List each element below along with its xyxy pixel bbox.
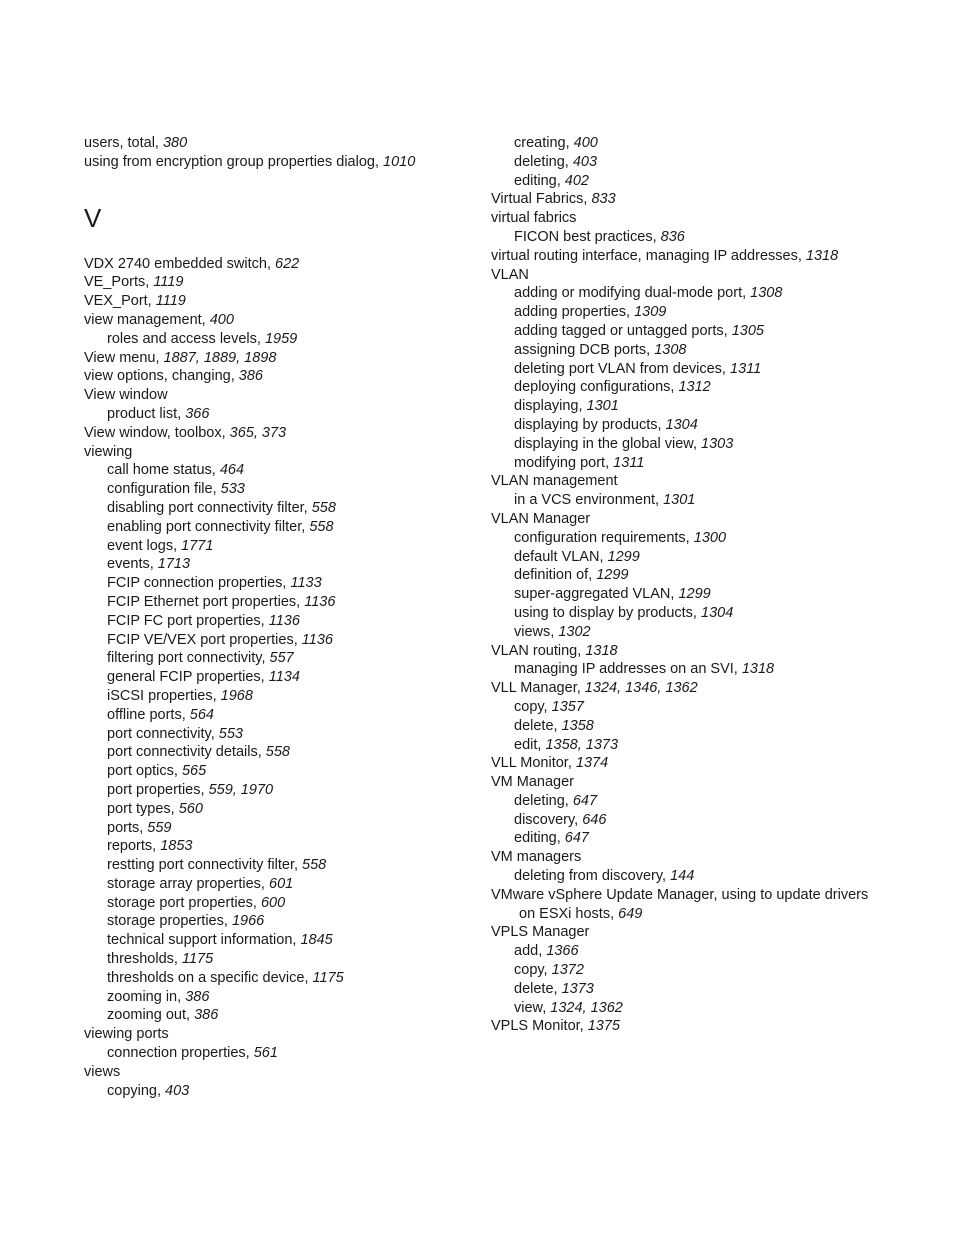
entry-term: virtual routing interface, managing IP addresses, — [491, 247, 802, 264]
index-subentry — [84, 743, 474, 762]
entry-term: adding properties, — [514, 304, 631, 321]
page-reference[interactable]: 386 — [194, 1007, 219, 1024]
entry-term: storage array properties, — [107, 875, 265, 892]
page-reference[interactable]: 564 — [189, 706, 214, 723]
page-reference[interactable]: 1372 — [551, 962, 584, 979]
entry-term: port connectivity details, — [107, 744, 262, 761]
index-subentry — [491, 585, 931, 604]
index-subentry — [84, 875, 474, 894]
index-entry — [491, 886, 931, 924]
index-entry — [84, 153, 474, 172]
entry-term: modifying port, — [514, 454, 610, 471]
index-subentry — [491, 604, 931, 623]
page-reference[interactable]: 1311 — [613, 454, 645, 471]
entry-term: views — [84, 1063, 121, 1080]
entry-term: connection properties, — [107, 1045, 250, 1062]
page-reference[interactable]: 1318 — [741, 661, 775, 678]
index-subentry — [491, 529, 931, 548]
index-subentry — [84, 969, 474, 988]
index-subentry — [84, 631, 474, 650]
entry-term: configuration file, — [107, 481, 217, 498]
index-entry — [84, 311, 474, 330]
index-entry — [84, 273, 474, 292]
page-reference[interactable]: 1887, 1889, 1898 — [163, 349, 277, 366]
page-reference[interactable]: 1304 — [665, 416, 698, 433]
index-entry — [84, 255, 474, 274]
entry-term: Virtual Fabrics, — [491, 191, 588, 208]
index-entry — [491, 923, 931, 942]
index-subentry — [84, 612, 474, 631]
entry-term: editing, — [514, 172, 561, 189]
index-entry — [491, 209, 931, 228]
index-subentry — [491, 134, 931, 153]
page-reference[interactable]: 559 — [147, 819, 172, 836]
index-entry — [491, 190, 931, 209]
page-reference[interactable]: 365, 373 — [229, 424, 287, 441]
index-subentry — [491, 942, 931, 961]
index-subentry — [84, 480, 474, 499]
index-subentry — [84, 912, 474, 931]
entry-term: deleting, — [514, 792, 569, 809]
index-subentry — [491, 961, 931, 980]
page-reference[interactable]: 386 — [185, 988, 210, 1005]
entry-term: using to display by products, — [514, 604, 697, 621]
page-reference[interactable]: 1134 — [268, 669, 300, 686]
page-reference[interactable]: 1845 — [300, 932, 333, 949]
entry-term: port types, — [107, 800, 175, 817]
index-subentry — [491, 660, 931, 679]
page-reference[interactable]: 1136 — [301, 631, 333, 648]
entry-term: VPLS Manager — [491, 924, 590, 941]
entry-term: zooming in, — [107, 988, 182, 1005]
page-reference[interactable]: 1301 — [663, 492, 696, 509]
page-reference[interactable]: 558 — [265, 744, 290, 761]
index-subentry — [491, 623, 931, 642]
index-entry — [84, 386, 474, 405]
index-subentry — [491, 736, 931, 755]
entry-term: thresholds, — [107, 951, 178, 968]
entry-term: deleting, — [514, 153, 569, 170]
page-reference[interactable]: 1375 — [587, 1018, 620, 1035]
entry-term: virtual fabrics — [491, 210, 577, 227]
index-subentry — [84, 837, 474, 856]
entry-term: reports, — [107, 838, 157, 855]
entry-term: roles and access levels, — [107, 330, 261, 347]
index-entry — [491, 642, 931, 661]
index-entry — [491, 754, 931, 773]
entry-term: views, — [514, 623, 555, 640]
page-reference[interactable]: 836 — [660, 228, 685, 245]
entry-term: viewing ports — [84, 1026, 169, 1043]
entry-term: assigning DCB ports, — [514, 341, 651, 358]
page-reference[interactable]: 1308 — [654, 341, 687, 358]
entry-term: discovery, — [514, 811, 579, 828]
entry-term: disabling port connectivity filter, — [107, 499, 308, 516]
page-reference[interactable]: 366 — [185, 405, 210, 422]
index-subentry — [84, 330, 474, 349]
index-entry — [491, 1017, 931, 1036]
page-reference[interactable]: 557 — [269, 650, 294, 667]
index-entry — [491, 679, 931, 698]
entry-term: FICON best practices, — [514, 228, 657, 245]
index-entry — [84, 1025, 474, 1044]
index-subentry — [84, 537, 474, 556]
index-subentry — [84, 988, 474, 1007]
index-subentry — [491, 228, 931, 247]
index-subentry — [84, 1044, 474, 1063]
index-entry — [491, 247, 931, 266]
index-entry — [84, 1063, 474, 1082]
page-reference[interactable]: 144 — [670, 868, 695, 885]
page-reference[interactable]: 647 — [564, 830, 589, 847]
page-reference[interactable]: 560 — [178, 800, 203, 817]
index-subentry — [491, 698, 931, 717]
entry-term: events, — [107, 556, 154, 573]
entry-term: port connectivity, — [107, 725, 215, 742]
index-entry — [491, 510, 931, 529]
entry-term: deploying configurations, — [514, 379, 675, 396]
page-reference[interactable]: 1312 — [678, 379, 711, 396]
entry-term: in a VCS environment, — [514, 492, 660, 509]
page-reference[interactable]: 1311 — [730, 360, 762, 377]
entry-term: ports, — [107, 819, 144, 836]
entry-term: general FCIP properties, — [107, 669, 265, 686]
index-entry — [84, 443, 474, 462]
index-subentry — [491, 717, 931, 736]
entry-term: View window, toolbox, — [84, 424, 226, 441]
entry-term: super-aggregated VLAN, — [514, 586, 675, 603]
index-subentry — [84, 762, 474, 781]
entry-term: copy, — [514, 962, 548, 979]
page-reference[interactable]: 1301 — [586, 398, 619, 415]
page-reference[interactable]: 1358 — [561, 717, 594, 734]
page-reference[interactable]: 558 — [309, 518, 334, 535]
entry-term: VE_Ports, — [84, 274, 150, 291]
index-column-left — [84, 134, 474, 1100]
page-reference[interactable]: 1010 — [383, 153, 416, 170]
entry-term: event logs, — [107, 537, 178, 554]
page-reference[interactable]: 1119 — [155, 293, 186, 310]
entry-term: deleting from discovery, — [514, 868, 667, 885]
index-entry — [491, 848, 931, 867]
entry-term: zooming out, — [107, 1007, 191, 1024]
entry-term: View window — [84, 387, 168, 404]
entry-term: restting port connectivity filter, — [107, 857, 298, 874]
page-reference[interactable]: 1308 — [750, 285, 783, 302]
entry-term: FCIP connection properties, — [107, 575, 287, 592]
entry-term: editing, — [514, 830, 561, 847]
entry-term: viewing — [84, 443, 133, 460]
entry-term: edit, — [514, 736, 542, 753]
entry-term: product list, — [107, 405, 182, 422]
index-entry — [491, 472, 931, 491]
page-reference[interactable]: 553 — [218, 725, 243, 742]
index-subentry — [491, 360, 931, 379]
index-subentry — [84, 649, 474, 668]
index-subentry — [84, 518, 474, 537]
page-reference[interactable]: 380 — [162, 135, 188, 151]
entry-term: View menu, — [84, 349, 160, 366]
page-reference[interactable]: 1959 — [264, 330, 298, 347]
entry-term: deleting port VLAN from devices, — [514, 360, 726, 377]
entry-term: adding tagged or untagged ports, — [514, 322, 728, 339]
entry-term: VM Manager — [491, 774, 575, 791]
index-subentry — [84, 1006, 474, 1025]
entry-term: displaying, — [514, 398, 583, 415]
entry-term: VPLS Monitor, — [491, 1018, 584, 1035]
page-reference[interactable]: 1324, 1346, 1362 — [584, 680, 698, 697]
entry-term: port properties, — [107, 781, 205, 798]
index-subentry — [491, 435, 931, 454]
entry-term: offline ports, — [107, 706, 186, 723]
entry-term: FCIP VE/VEX port properties, — [107, 631, 298, 648]
page-reference[interactable]: 1358, 1373 — [545, 736, 619, 753]
page-reference[interactable]: 1175 — [312, 969, 344, 986]
entry-term-continuation — [491, 905, 931, 924]
entry-term: configuration requirements, — [514, 529, 690, 546]
index-subentry — [84, 800, 474, 819]
page-reference[interactable]: 558 — [311, 499, 336, 516]
entry-term-cont-text: on ESXi hosts, — [519, 905, 615, 922]
page-reference[interactable]: 1318 — [805, 247, 839, 264]
page-reference[interactable]: 1133 — [290, 575, 322, 592]
page-reference[interactable]: 1299 — [678, 586, 711, 603]
index-subentry — [84, 856, 474, 875]
page-reference[interactable]: 1357 — [551, 698, 584, 715]
index-subentry — [84, 819, 474, 838]
index-subentry — [491, 378, 931, 397]
index-subentry — [491, 792, 931, 811]
entry-term: storage port properties, — [107, 894, 257, 911]
page-reference[interactable]: 1373 — [561, 980, 594, 997]
entry-term: VLL Monitor, — [491, 755, 572, 772]
entry-term: view options, changing, — [84, 368, 235, 385]
index-subentry — [84, 461, 474, 480]
index-subentry — [84, 668, 474, 687]
index-subentry — [84, 593, 474, 612]
page-reference[interactable]: 558 — [302, 857, 327, 874]
page-reference[interactable]: 1318 — [585, 642, 618, 659]
entry-term: FCIP FC port properties, — [107, 612, 265, 629]
index-section-letter: V — [84, 202, 102, 233]
index-subentry — [491, 811, 931, 830]
entry-term: displaying in the global view, — [514, 435, 697, 452]
page-reference[interactable]: 400 — [209, 311, 234, 328]
page-reference[interactable]: 1175 — [181, 951, 214, 968]
entry-term: view management, — [84, 311, 206, 328]
index-subentry — [491, 980, 931, 999]
entry-term: VEX_Port, — [84, 293, 152, 310]
entry-term: VLAN management — [491, 473, 618, 490]
entry-term: VDX 2740 embedded switch, — [84, 255, 271, 272]
entry-term: technical support information, — [107, 932, 297, 949]
page-reference[interactable]: 402 — [564, 172, 589, 189]
entry-term: VLL Manager, — [491, 680, 581, 697]
index-subentry — [491, 153, 931, 172]
page-reference[interactable]: 647 — [572, 792, 598, 809]
entry-term: FCIP Ethernet port properties, — [107, 593, 301, 610]
index-subentry — [491, 303, 931, 322]
entry-term: managing IP addresses on an SVI, — [514, 661, 738, 678]
index-subentry — [491, 416, 931, 435]
entry-term: VMware vSphere Update Manager, using to update drivers — [491, 886, 869, 903]
page-reference[interactable]: 403 — [165, 1082, 190, 1099]
entry-term: enabling port connectivity filter, — [107, 518, 306, 535]
page-reference[interactable]: 386 — [238, 368, 263, 385]
entry-term: VM managers — [491, 849, 582, 866]
page-reference[interactable]: 561 — [253, 1045, 278, 1062]
entry-term: filtering port connectivity, — [107, 650, 266, 667]
index-column-right — [491, 134, 931, 1036]
page-reference[interactable]: 464 — [219, 462, 245, 479]
entry-term: view, — [514, 999, 547, 1016]
page-reference[interactable]: 1966 — [231, 913, 265, 930]
index-subentry — [491, 829, 931, 848]
page-reference[interactable]: 1771 — [181, 537, 214, 554]
entry-term: default VLAN, — [514, 548, 604, 565]
index-subentry — [84, 405, 474, 424]
index-entry — [84, 367, 474, 386]
page-reference[interactable]: 1366 — [546, 943, 579, 960]
page-reference[interactable]: 1302 — [558, 623, 591, 640]
entry-term: VLAN — [491, 266, 529, 283]
entry-term: thresholds on a specific device, — [107, 969, 309, 986]
page-reference[interactable]: 1300 — [693, 529, 727, 546]
entry-term: VLAN Manager — [491, 510, 591, 527]
index-subentry — [491, 172, 931, 191]
page-reference[interactable]: 1968 — [220, 687, 253, 704]
index-subentry — [491, 548, 931, 567]
index-entry — [491, 773, 931, 792]
entry-term: VLAN routing, — [491, 642, 582, 659]
page-reference[interactable]: 403 — [572, 153, 598, 170]
entry-term: users, total, — [84, 135, 159, 151]
entry-term: copying, — [107, 1082, 162, 1099]
page-reference[interactable]: 1303 — [701, 435, 734, 452]
page-reference[interactable]: 1299 — [607, 548, 640, 565]
index-subentry — [84, 706, 474, 725]
page-reference[interactable]: 1374 — [575, 755, 609, 772]
index-subentry — [491, 867, 931, 886]
entry-term: adding or modifying dual-mode port, — [514, 285, 747, 302]
page-reference[interactable]: 1136 — [304, 593, 336, 610]
page-reference[interactable]: 833 — [591, 191, 616, 208]
page-reference[interactable]: 1324, 1362 — [550, 999, 623, 1016]
index-subentry — [491, 454, 931, 473]
page-reference[interactable]: 622 — [275, 255, 300, 272]
page-reference[interactable]: 601 — [269, 875, 294, 892]
page-reference[interactable]: 533 — [220, 481, 245, 498]
entry-term: add, — [514, 943, 543, 960]
page-reference[interactable]: 646 — [582, 811, 607, 828]
index-entry — [84, 349, 474, 368]
index-subentry — [491, 397, 931, 416]
index-subentry — [84, 687, 474, 706]
entry-term: definition of, — [514, 567, 593, 584]
index-subentry — [84, 499, 474, 518]
page-reference[interactable]: 649 — [618, 905, 643, 922]
page-reference[interactable]: 600 — [260, 894, 286, 911]
index-entry — [491, 266, 931, 285]
index-subentry — [491, 284, 931, 303]
index-subentry — [84, 1082, 474, 1101]
page-reference[interactable]: 1119 — [153, 274, 184, 291]
page-reference[interactable]: 1136 — [268, 612, 300, 629]
entry-term: delete, — [514, 717, 558, 734]
index-subentry — [84, 574, 474, 593]
index-subentry — [84, 555, 474, 574]
page-reference[interactable]: 559, 1970 — [208, 781, 274, 798]
index-subentry — [84, 725, 474, 744]
page-reference[interactable]: 1304 — [701, 604, 734, 621]
index-subentry — [84, 781, 474, 800]
page-reference[interactable]: 1309 — [634, 304, 667, 321]
index-subentry — [84, 931, 474, 950]
index-subentry — [491, 341, 931, 360]
index-entry — [84, 292, 474, 311]
page-reference[interactable]: 1299 — [596, 567, 629, 584]
index-subentry — [84, 950, 474, 969]
page-reference[interactable]: 565 — [181, 763, 207, 780]
index-subentry — [84, 894, 474, 913]
index-subentry — [491, 491, 931, 510]
index-subentry — [491, 999, 931, 1018]
entry-term: using from encryption group properties dialog, — [84, 153, 379, 170]
page-reference[interactable]: 400 — [573, 135, 598, 151]
page-reference[interactable]: 1305 — [731, 322, 764, 339]
entry-term: creating, — [514, 135, 570, 151]
index-entry — [84, 134, 474, 153]
entry-term: copy, — [514, 698, 548, 715]
entry-term: displaying by products, — [514, 416, 662, 433]
page-reference[interactable]: 1713 — [157, 556, 191, 573]
entry-term: iSCSI properties, — [107, 687, 217, 704]
page-reference[interactable]: 1853 — [160, 838, 193, 855]
entry-term: delete, — [514, 980, 558, 997]
entry-term: storage properties, — [107, 913, 228, 930]
entry-term: port optics, — [107, 763, 178, 780]
index-entry — [84, 424, 474, 443]
index-subentry — [491, 566, 931, 585]
index-subentry — [491, 322, 931, 341]
entry-term: call home status, — [107, 462, 216, 479]
